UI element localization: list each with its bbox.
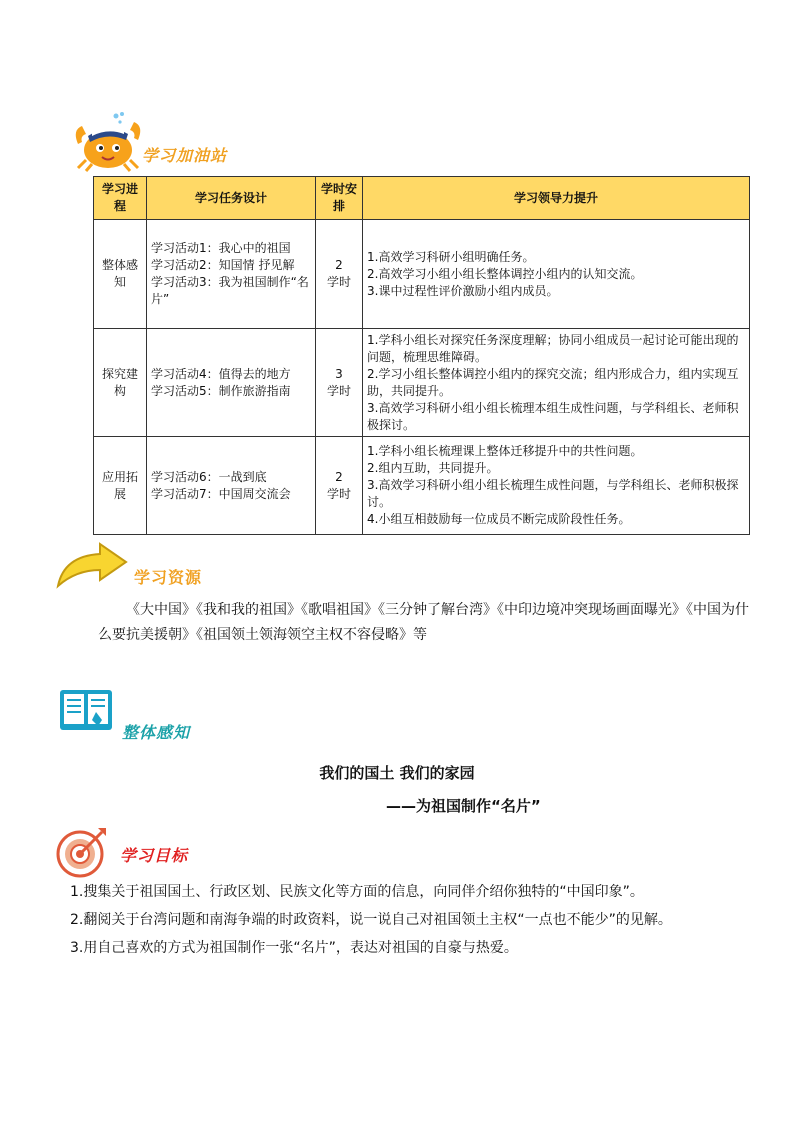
hours-value: 2 — [335, 258, 343, 272]
leadership-item: 1.学科小组长对探究任务深度理解；协同小组成员一起讨论可能出现的问题，梳理思维障碍。 — [367, 332, 739, 364]
hours-cell — [316, 329, 363, 437]
task-item: 学习活动2：知国情 抒见解 — [151, 258, 295, 272]
hours-unit: 学时 — [326, 486, 351, 501]
section-title-support: 学习加油站 — [142, 146, 228, 165]
resources-text: 《大中国》《我和我的祖国》《歌唱祖国》《三分钟了解台湾》《中印边境冲突现场画面曝光》《中国为什么要抗美援朝》《祖国领土领海领空主权不容侵略》等 — [98, 602, 749, 643]
leadership-cell — [363, 220, 750, 329]
task-cell — [147, 437, 316, 535]
table-row — [94, 437, 750, 535]
hours-value: 2 — [335, 469, 343, 484]
table-header-task: 学习任务设计 — [147, 177, 316, 220]
goal-item: 3.用自己喜欢的方式为祖国制作一张“名片”，表达对祖国的自豪与热爱。 — [70, 940, 518, 956]
hours-value: 3 — [335, 366, 343, 381]
task-cell — [147, 329, 316, 437]
leadership-item: 2.学习小组长整体调控小组内的探究交流；组内形成合力，组内实现互助，共同提升。 — [367, 366, 739, 398]
table-header-leadership: 学习领导力提升 — [363, 177, 750, 220]
stage-cell: 应用拓展 — [94, 437, 147, 535]
task-cell — [147, 220, 316, 329]
task-item: 学习活动4：值得去的地方 — [151, 366, 291, 381]
task-item: 学习活动6：一战到底 — [151, 469, 267, 484]
leadership-item: 3.高效学习科研小组小组长梳理本组生成性问题，与学科组长、老师积极探讨。 — [367, 400, 739, 432]
hours-cell — [316, 220, 363, 329]
leadership-cell — [363, 329, 750, 437]
leadership-item: 2.组内互助，共同提升。 — [367, 461, 499, 475]
task-item: 学习活动3：我为祖国制作“名片” — [151, 275, 309, 306]
leadership-item: 1.高效学习科研小组明确任务。 — [367, 249, 535, 264]
page-title: 我们的国土 我们的家园 — [319, 764, 475, 782]
curved-arrow-icon — [54, 542, 134, 592]
leadership-item: 1.学科小组长梳理课上整体迁移提升中的共性问题。 — [367, 444, 643, 458]
hours-unit: 学时 — [326, 383, 351, 398]
target-icon — [56, 826, 108, 878]
goal-item: 2.翻阅关于台湾问题和南海争端的时政资料，说一说自己对祖国领土主权“一点也不能少”的见解。 — [70, 912, 672, 928]
task-item: 学习活动5：制作旅游指南 — [151, 383, 291, 398]
page-subtitle: ——为祖国制作“名片” — [386, 797, 541, 815]
hours-cell — [316, 437, 363, 535]
goal-item: 1.搜集关于祖国国土、行政区划、民族文化等方面的信息，向同伴介绍你独特的“中国印象”。 — [70, 884, 644, 900]
section-title-resources: 学习资源 — [134, 568, 203, 587]
table-row — [94, 329, 750, 437]
stage-cell: 探究建构 — [94, 329, 147, 437]
section-title-overview: 整体感知 — [122, 723, 191, 742]
stage-cell: 整体感知 — [94, 220, 147, 329]
leadership-item: 3.高效学习科研小组小组长梳理生成性问题，与学科组长、老师积极探讨。 — [367, 478, 739, 509]
table-header-hours: 学时安排 — [316, 177, 363, 220]
leadership-item: 3.课中过程性评价激励小组内成员。 — [367, 283, 559, 298]
open-book-icon — [58, 686, 114, 736]
leadership-item: 2.高效学习小组小组长整体调控小组内的认知交流。 — [367, 266, 643, 281]
task-item: 学习活动7：中国周交流会 — [151, 486, 291, 501]
task-item: 学习活动1：我心中的祖国 — [151, 241, 291, 255]
crab-mascot-icon — [72, 110, 144, 172]
table-header-stage: 学习进程 — [94, 177, 147, 220]
leadership-item: 4.小组互相鼓励每一位成员不断完成阶段性任务。 — [367, 512, 631, 526]
learning-plan-table — [93, 176, 750, 535]
section-title-goals: 学习目标 — [120, 846, 189, 865]
leadership-cell — [363, 437, 750, 535]
hours-unit: 学时 — [326, 275, 351, 289]
goals-list — [70, 878, 750, 962]
table-row — [94, 220, 750, 329]
